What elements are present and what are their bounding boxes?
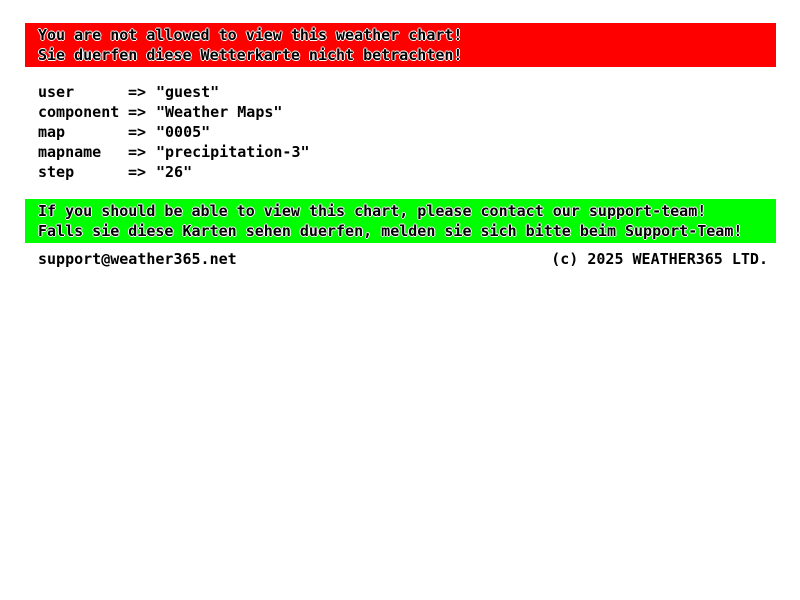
detail-key: mapname [38,143,102,161]
copyright-notice: (c) 2025 WEATHER365 LTD. [551,250,768,268]
detail-value: "26" [156,163,193,181]
info-banner [25,199,776,243]
detail-arrow: => [128,83,147,101]
detail-row-user [38,82,776,102]
detail-row-map [38,122,776,142]
detail-arrow: => [128,143,147,161]
detail-key: map [38,123,66,141]
info-line-english: If you should be able to view this chart, please contact our support-team! [38,202,707,220]
detail-key: component [38,103,120,121]
info-line-german: Falls sie diese Karten sehen duerfen, melden sie sich bitte beim Support-Team! [38,222,743,240]
request-details-list [38,82,776,182]
support-email: support@weather365.net [38,250,237,268]
error-line-english: You are not allowed to view this weather chart! [38,26,463,44]
detail-value: "0005" [156,123,211,141]
detail-row-component [38,102,776,122]
detail-value: "precipitation-3" [156,143,310,161]
detail-key: step [38,163,75,181]
detail-arrow: => [128,163,147,181]
detail-key: user [38,83,75,101]
detail-row-step [38,162,776,182]
error-page [25,0,776,269]
detail-arrow: => [128,123,147,141]
detail-value: "guest" [156,83,220,101]
spacer [25,182,776,199]
detail-row-mapname [38,142,776,162]
footer [25,249,776,269]
detail-arrow: => [128,103,147,121]
detail-value: "Weather Maps" [156,103,283,121]
error-line-german: Sie duerfen diese Wetterkarte nicht betrachten! [38,46,463,64]
error-banner [25,23,776,67]
